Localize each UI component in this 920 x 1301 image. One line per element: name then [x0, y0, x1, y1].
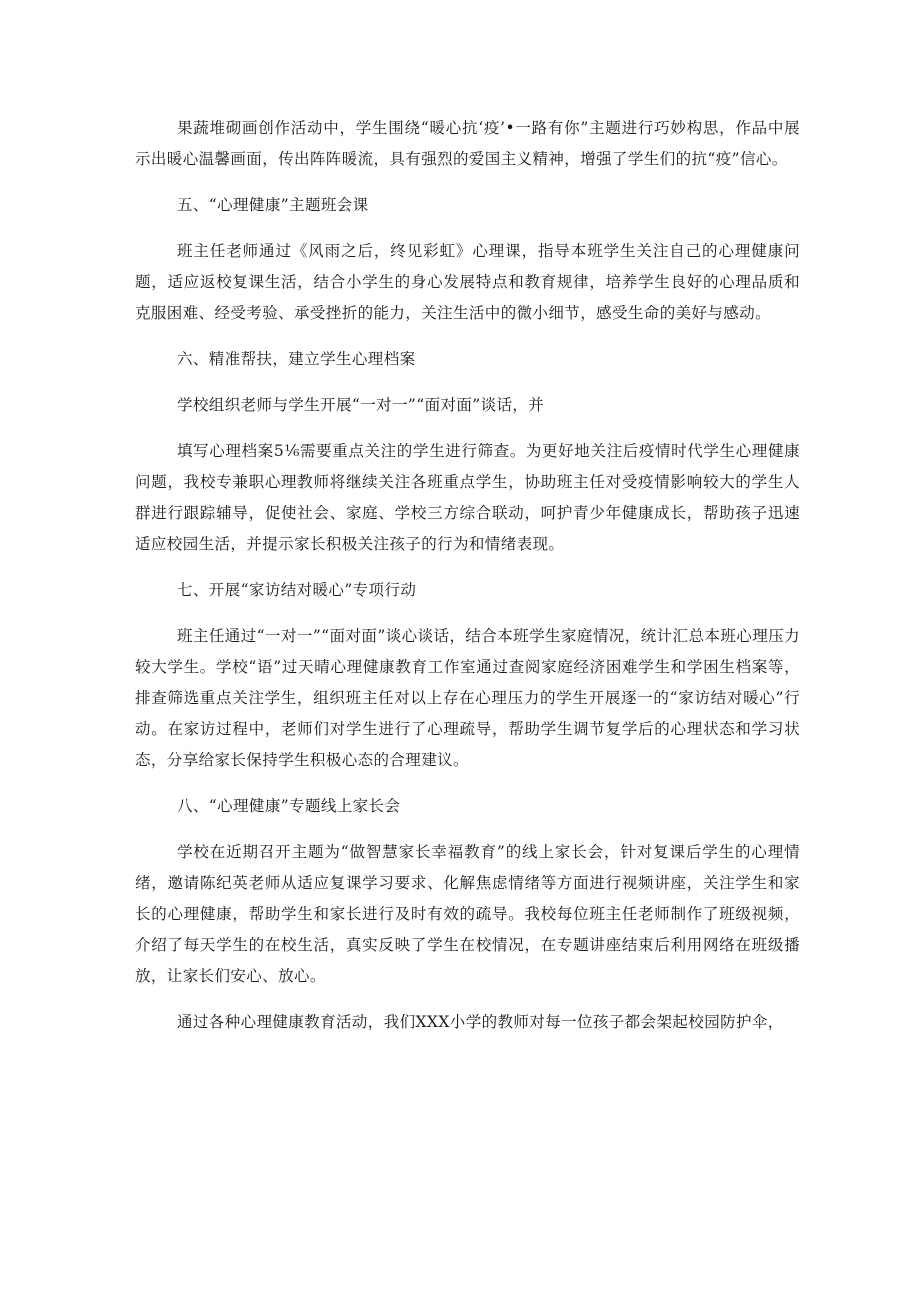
paragraph-talk: 学校组织老师与学生开展“一对一”“面对面”谈话，并 [177, 396, 545, 414]
paragraph-class-meeting: 班主任老师通过《风雨之后，终见彩虹》心理课，指导本班学生关注自己的心理健康问题，适应返校复课生活，结合小学生的身心发展特点和教育规律，培养学生良好的心理品质和克服困难、经受考验、承受挫折的能力，关注生活中的微小细节，感受生命的美好与感动。 [135, 242, 800, 322]
heading-section-7: 七、开展“家访结对暖心”专项行动 [177, 581, 417, 599]
heading-section-5: 五、“心理健康”主题班会课 [177, 196, 369, 214]
heading-section-8: 八、“心理健康”专题线上家长会 [177, 797, 401, 815]
paragraph-psych-file: 填写心理档案5⅙需要重点关注的学生进行筛查。为更好地关注后疫情时代学生心理健康问题，我校专兼职心理教师将继续关注各班重点学生，协助班主任对受疫情影响较大的学生人群进行跟踪辅导，促使社会、家庭、学校三方综合联动，呵护青少年健康成长，帮助孩子迅速适应校园生活，并提示家长积极关注孩子的行为和情绪表现。 [135, 442, 800, 553]
heading-section-6: 六、精准帮扶，建立学生心理档案 [177, 350, 416, 368]
paragraph-parent-meeting: 学校在近期召开主题为“做智慧家长幸福教育”的线上家长会，针对复课后学生的心理情绪，邀请陈纪英老师从适应复课学习要求、化解焦虑情绪等方面进行视频讲座，关注学生和家长的心理健康，帮助学生和家长进行及时有效的疏导。我校每位班主任老师制作了班级视频，介绍了每天学生的在校生活，真实反映了学生在校情况，在专题讲座结束后利用网络在班级播放，让家长们安心、放心。 [135, 843, 800, 985]
paragraph-home-visit: 班主任通过“一对一”“面对面”谈心谈话，结合本班学生家庭情况，统计汇总本班心理压力较大学生。学校“语”过天晴心理健康教育工作室通过查阅家庭经济困难学生和学困生档案等，排查筛选重点关注学生，组织班主任对以上存在心理压力的学生开展逐一的“家访结对暖心”行动。在家访过程中，老师们对学生进行了心理疏导，帮助学生调节复学后的心理状态和学习状态，分享给家长保持学生积极心态的合理建议。 [135, 627, 800, 769]
paragraph-conclusion: 通过各种心理健康教育活动，我们XXX小学的教师对每一位孩子都会架起校园防护伞， [177, 1013, 784, 1031]
paragraph-fruit-art: 果蔬堆砌画创作活动中，学生围绕“暖心抗‘疫’•一路有你”主题进行巧妙构思，作品中展示出暖心温馨画面，传出阵阵暖流，具有强烈的爱国主义精神，增强了学生们的抗“疫”信心。 [135, 119, 800, 168]
